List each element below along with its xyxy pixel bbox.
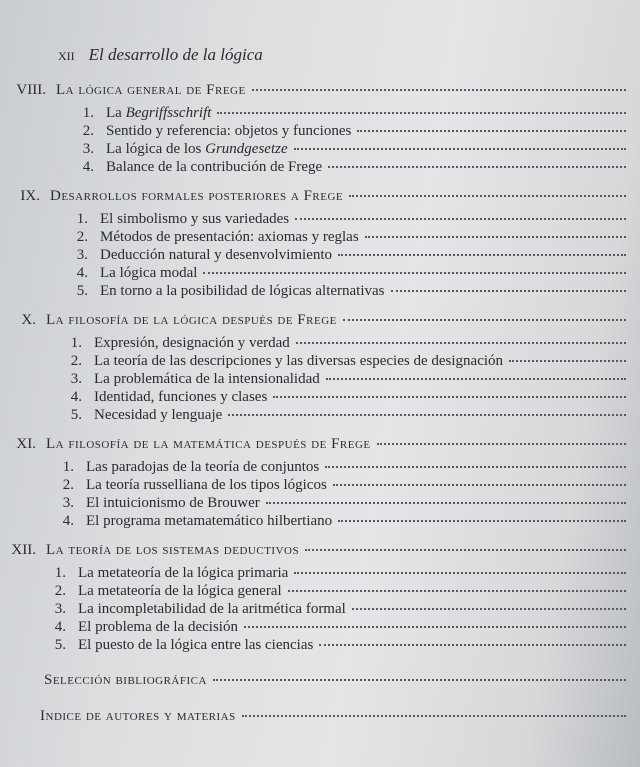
dot-leader [391,290,626,292]
section-entry[interactable] [0,564,640,582]
section-title: Identidad, funciones y clases [94,389,268,405]
dot-leader [252,89,626,91]
section-number: 1. [54,565,66,581]
dot-leader [244,626,626,628]
dot-leader [288,590,626,592]
section-entry[interactable] [0,140,640,158]
section-number: 4. [54,619,66,635]
dot-leader [266,502,626,504]
section-number: 5. [76,283,88,299]
section-number: 2. [70,353,82,369]
dot-leader [295,218,626,220]
dot-leader [325,466,626,468]
section-entry[interactable] [0,158,640,176]
section-entry[interactable] [0,334,640,352]
dot-leader [273,396,626,398]
book-title: El desarrollo de la lógica [88,45,263,64]
section-title: La Begriffsschrift [106,105,212,121]
section-title: La metateoría de la lógica general [78,583,282,599]
section-title: La lógica modal [100,265,198,281]
dot-leader [352,608,626,610]
section-title: Deducción natural y desenvolvimiento [100,247,333,263]
chapter-entry[interactable] [0,186,640,206]
section-title: El intuicionismo de Brouwer [86,495,260,511]
section-title: Las paradojas de la teoría de conjuntos [86,459,320,475]
section-entry[interactable] [0,458,640,476]
section-entry[interactable] [0,210,640,228]
section-number: 4. [70,389,82,405]
section-title: El puesto de la lógica entre las ciencias [78,637,314,653]
section-title: La metateoría de la lógica primaria [78,565,289,581]
section-number: 3. [54,601,66,617]
chapter-title: La lógica general de Frege [56,82,246,98]
toc-page [0,44,640,726]
section-number: 1. [76,211,88,227]
section-number: 4. [82,159,94,175]
section-entry[interactable] [0,370,640,388]
section-title: La teoría russelliana de los tipos lógicos [86,477,327,493]
dot-leader [328,166,626,168]
section-title: Necesidad y lenguaje [94,407,223,423]
section-entry[interactable] [0,600,640,618]
dot-leader [357,130,626,132]
section-title: Balance de la contribución de Frege [106,159,323,175]
chapter-title: Desarrollos formales posteriores a Frege [50,188,344,204]
section-entry[interactable] [0,494,640,512]
section-number: 3. [70,371,82,387]
section-entry[interactable] [0,406,640,424]
dot-leader [294,572,626,574]
section-number: 2. [62,477,74,493]
section-title: La incompletabilidad de la aritmética formal [78,601,346,617]
section-entry[interactable] [0,582,640,600]
back-matter-title: Indice de autores y materias [40,708,236,724]
dot-leader [377,443,626,445]
chapter-number: IX. [20,188,40,204]
section-title: En torno a la posibilidad de lógicas alternativas [100,283,385,299]
section-entry[interactable] [0,476,640,494]
section-title: El problema de la decisión [78,619,238,635]
back-matter-entry[interactable] [0,670,640,690]
chapter-number: XI. [16,436,36,452]
section-title: La lógica de los Grundgesetze [106,141,288,157]
dot-leader [217,112,626,114]
section-number: 3. [62,495,74,511]
section-entry[interactable] [0,246,640,264]
section-number: 2. [54,583,66,599]
section-entry[interactable] [0,282,640,300]
dot-leader [203,272,626,274]
chapter-entry[interactable] [0,80,640,100]
dot-leader [338,254,626,256]
chapter-title: La filosofía de la lógica después de Frege [46,312,337,328]
section-number: 2. [82,123,94,139]
dot-leader [242,715,626,717]
section-number: 4. [62,513,74,529]
section-title: El simbolismo y sus variedades [100,211,290,227]
chapter-number: XII. [11,542,36,558]
section-number: 5. [54,637,66,653]
section-number: 1. [70,335,82,351]
section-number: 3. [76,247,88,263]
section-entry[interactable] [0,352,640,370]
chapter-title: La teoría de los sistemas deductivos [46,542,300,558]
section-title: Expresión, designación y verdad [94,335,290,351]
dot-leader [305,549,626,551]
chapter-number: X. [21,312,36,328]
section-title: Sentido y referencia: objetos y funciones [106,123,352,139]
section-entry[interactable] [0,122,640,140]
section-number: 1. [82,105,94,121]
section-entry[interactable] [0,264,640,282]
section-title: La problemática de la intensionalidad [94,371,320,387]
back-matter-title: Selección bibliográfica [44,672,207,688]
chapter-entry[interactable] [0,434,640,454]
section-number: 3. [82,141,94,157]
section-number: 1. [62,459,74,475]
section-entry[interactable] [0,388,640,406]
page-number: XII [58,49,75,63]
dot-leader [294,148,626,150]
section-entry[interactable] [0,104,640,122]
section-number: 4. [76,265,88,281]
section-entry[interactable] [0,228,640,246]
dot-leader [296,342,626,344]
chapter-title: La filosofía de la matemática después de Frege [46,436,371,452]
section-title: Métodos de presentación: axiomas y reglas [100,229,359,245]
dot-leader [338,520,626,522]
section-number: 5. [70,407,82,423]
dot-leader [333,484,626,486]
dot-leader [213,679,626,681]
section-title: La teoría de las descripciones y las diversas especies de designación [94,353,504,369]
back-matter-entry[interactable] [0,706,640,726]
dot-leader [349,195,626,197]
section-title: El programa metamatemático hilbertiano [86,513,333,529]
dot-leader [228,414,626,416]
dot-leader [326,378,626,380]
chapter-entry[interactable] [0,540,640,560]
section-entry[interactable] [0,636,640,654]
chapter-number: VIII. [16,82,46,98]
section-number: 2. [76,229,88,245]
dot-leader [343,319,626,321]
section-entry[interactable] [0,618,640,636]
section-entry[interactable] [0,512,640,530]
dot-leader [509,360,626,362]
chapter-entry[interactable] [0,310,640,330]
dot-leader [319,644,626,646]
dot-leader [365,236,626,238]
running-header [0,44,640,66]
